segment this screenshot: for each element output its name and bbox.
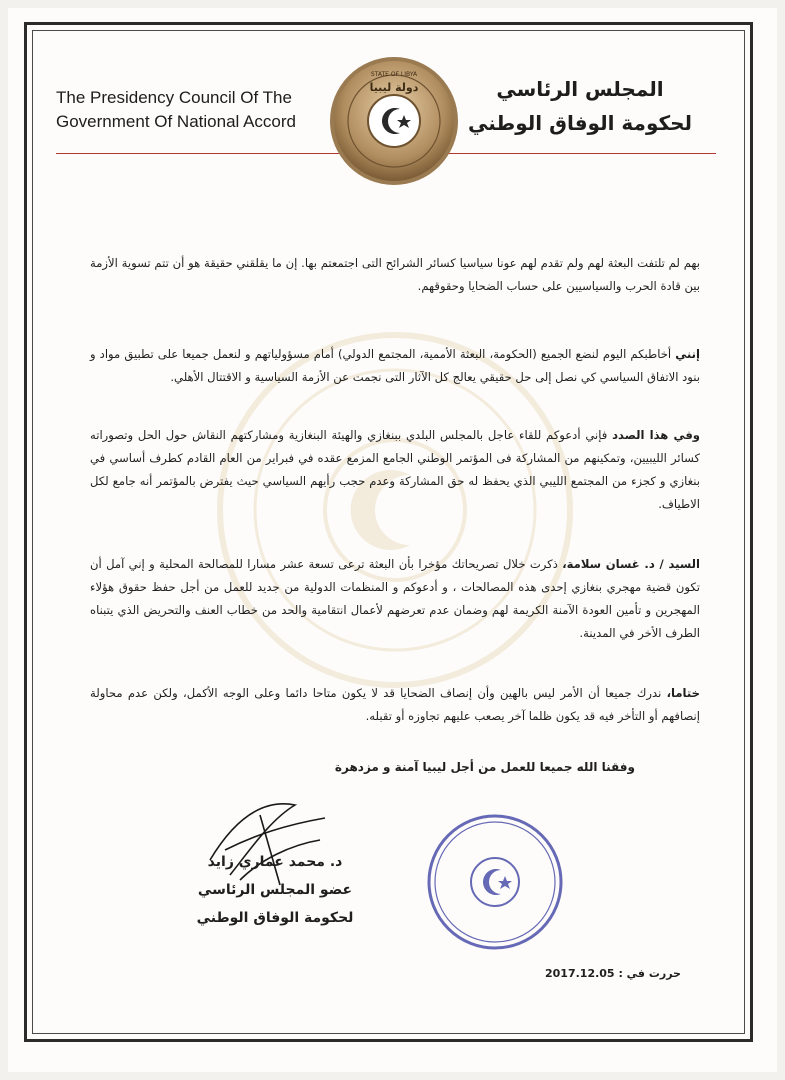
signatory-org: لحكومة الوفاق الوطني (196, 910, 354, 926)
paragraph-2-text: أخاطبكم اليوم لنضع الجميع (الحكومة، البعثة الأممية، المجتمع الدولي) أمام مسؤولياتهم و لنعمل جميعا على تطبيق مواد و بنود الاتفاق السياسي كي نصل إلى حل حقيقي يعالج كل الآثار التى نجمت عن الأزمة السياسية و الاقتتال الأهلي. (90, 347, 700, 384)
paragraph-4 (90, 553, 700, 645)
date-value: 2017.12.05 (545, 967, 615, 980)
signatory-block (175, 848, 375, 932)
paragraph-1-text: بهم لم تلتفت البعثة لهم ولم تقدم لهم عونا سياسيا كسائر الشرائح التى اجتمعتم بها. إن ما يقلقني حقيقة هو أن تتم تسوية الأزمة بين قادة الحرب والسياسيين على حساب الضحايا وحقوقهم. (90, 256, 700, 293)
paragraph-3-text: فإني أدعوكم للقاء عاجل بالمجلس البلدي ببنغازي والهيئة البنغازية ومشاركتهم النقاش حول الحل وتصوراته كسائر الليبيين، وتمكينهم من المشاركة فى المؤتمر الوطني الجامع المزمع عقده في فبراير من العام القادم كطرف أساسي في بنغازي و كجزء من المجتمع الليبي الذي يحفظ له حق المشاركة وعدم حجب رأيهم السياسي حيث يفترض بالمؤتمر أنه جامع لكل الاطياف. (90, 428, 700, 511)
paragraph-2-lead: إنني (675, 347, 700, 361)
paragraph-3-lead: وفي هذا الصدد (612, 428, 700, 442)
paragraph-4-text: ذكرت خلال تصريحاتك مؤخرا بأن البعثة ترعى تسعة عشر مسارا للمصالحة المحلية و إني آمل أن تكون قضية مهجري بنغازي إحدى هذه المصالحات ، و أدعوكم و المنظمات الدولية من جديد للعمل من أجل حفظ حقوق هؤلاء المهجرين و تأمين العودة الآمنة الكريمة لهم وضمان عدم تعرضهم لأعمال انتقامية والحد من خطاب العنف والتحريض الذي يتبناه الطرف الأخر في المدينة. (90, 557, 700, 640)
arabic-header-title (465, 72, 695, 140)
state-seal-logo (328, 55, 460, 187)
paragraph-4-lead: السيد / د. غسان سلامة، (562, 557, 700, 571)
seal-top-text: STATE OF LIBYA (370, 71, 418, 78)
issue-date (545, 967, 681, 980)
english-header-title: The Presidency Council Of The Government Of National Accord (56, 88, 297, 131)
paragraph-5 (90, 682, 700, 728)
signatory-name: د. محمد عماري زايد (207, 854, 343, 870)
paragraph-1 (90, 252, 700, 298)
paragraph-5-text: ندرك جميعا أن الأمر ليس بالهين وأن إنصاف الضحايا قد لا يكون متاحا دائما وعلى الوجه الأكمل، ولكن عدم محاولة إنصافهم أو التأخر فيه قد يكون ظلما آخر يصعب عليهم تجاوزه أو تقبله. (90, 686, 700, 723)
closing-line: وفقنا الله جميعا للعمل من أجل ليبيا آمنة و مزدهرة (334, 760, 635, 774)
official-stamp (425, 812, 565, 952)
paragraph-3 (90, 424, 700, 516)
paragraph-5-lead: ختاما، (666, 686, 700, 700)
seal-arabic-text: دولة ليبيا (369, 81, 419, 94)
paragraph-2 (90, 343, 700, 389)
signatory-role: عضو المجلس الرئاسي (197, 882, 353, 898)
arabic-title-line1: المجلس الرئاسي (496, 77, 664, 101)
arabic-title-line2: لحكومة الوفاق الوطني (467, 111, 693, 135)
date-label: حررت في : (618, 967, 681, 980)
